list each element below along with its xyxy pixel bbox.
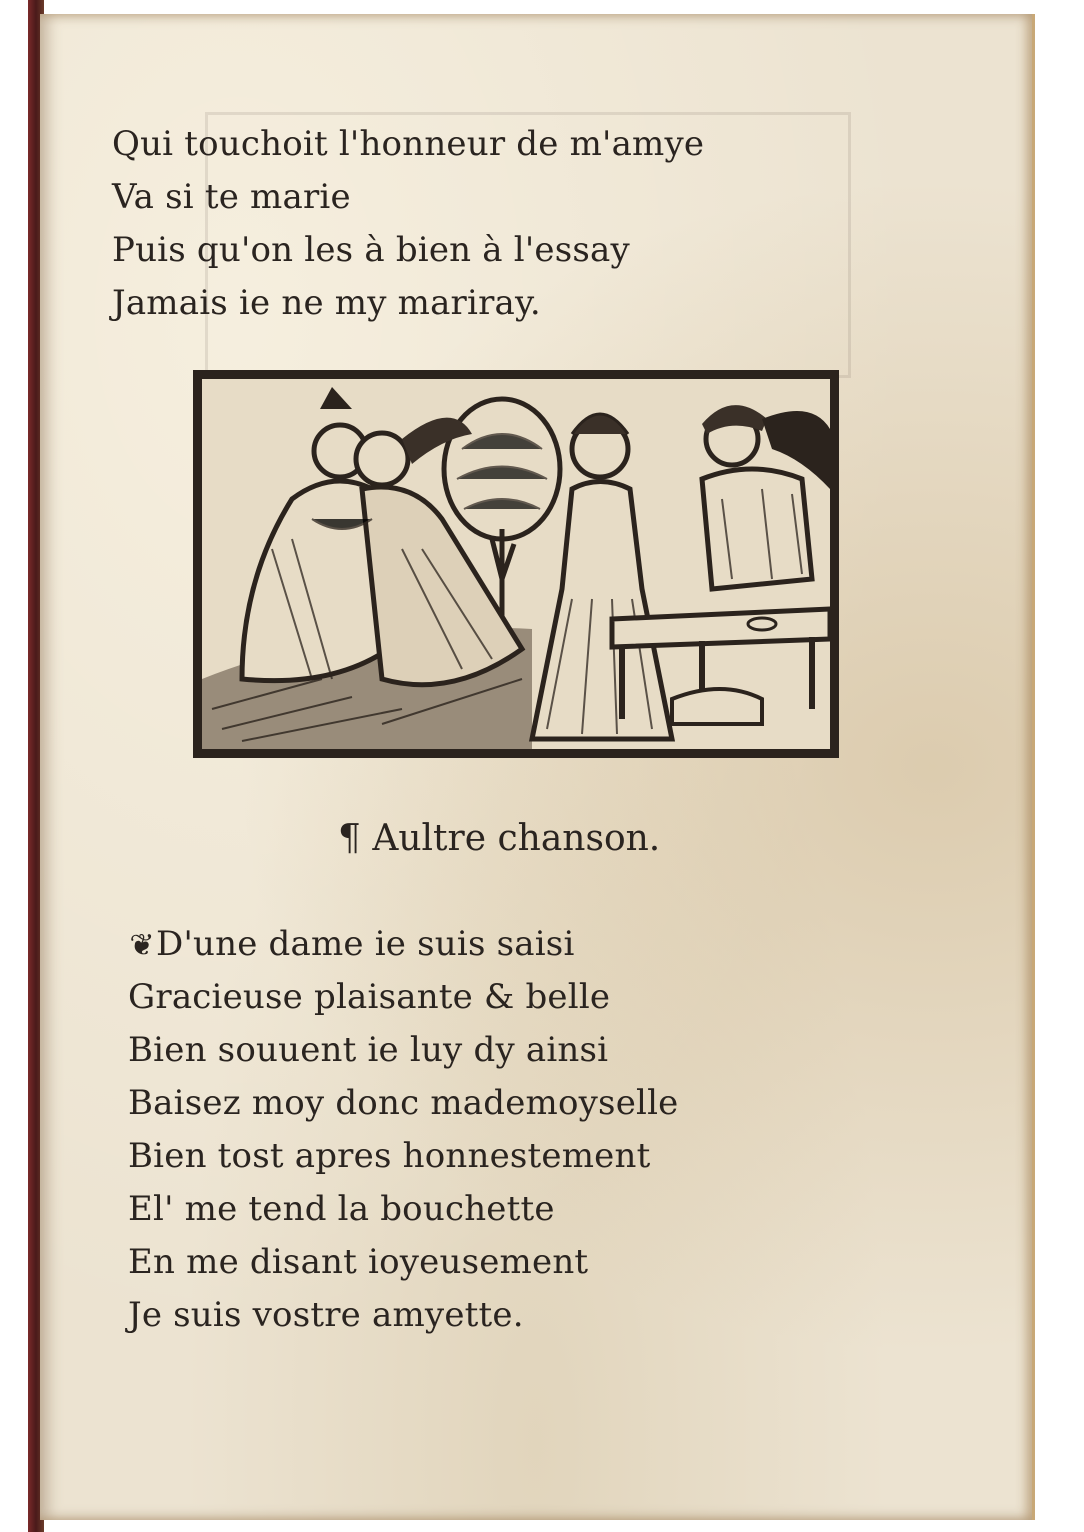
section-heading: ¶ Aultre chanson. xyxy=(338,818,661,859)
verse-line: El' me tend la bouchette xyxy=(128,1189,555,1229)
verse-line: Qui touchoit l'honneur de m'amye xyxy=(112,124,705,164)
woodcut-illustration xyxy=(193,370,839,758)
verse-line: Puis qu'on les à bien à l'essay xyxy=(112,230,630,270)
verse-line: Bien souuent ie luy dy ainsi xyxy=(128,1030,609,1070)
woodcut-illustration-icon xyxy=(202,379,830,749)
verse-text: D'une dame ie suis saisi xyxy=(156,924,575,964)
verse-line: Va si te marie xyxy=(112,177,351,217)
bottom-verse xyxy=(128,918,678,1342)
top-verse xyxy=(112,118,704,330)
verse-line-first xyxy=(128,918,678,971)
verse-line: Je suis vostre amyette. xyxy=(128,1295,524,1335)
verse-line: Bien tost apres honnestement xyxy=(128,1136,651,1176)
verse-line: En me disant ioyeusement xyxy=(128,1242,589,1282)
verse-line: Gracieuse plaisante & belle xyxy=(128,977,611,1017)
verse-line: Baisez moy donc mademoyselle xyxy=(128,1083,679,1123)
verse-line: Jamais ie ne my mariray. xyxy=(112,283,541,323)
fleuron-icon: ❦ xyxy=(129,928,155,963)
